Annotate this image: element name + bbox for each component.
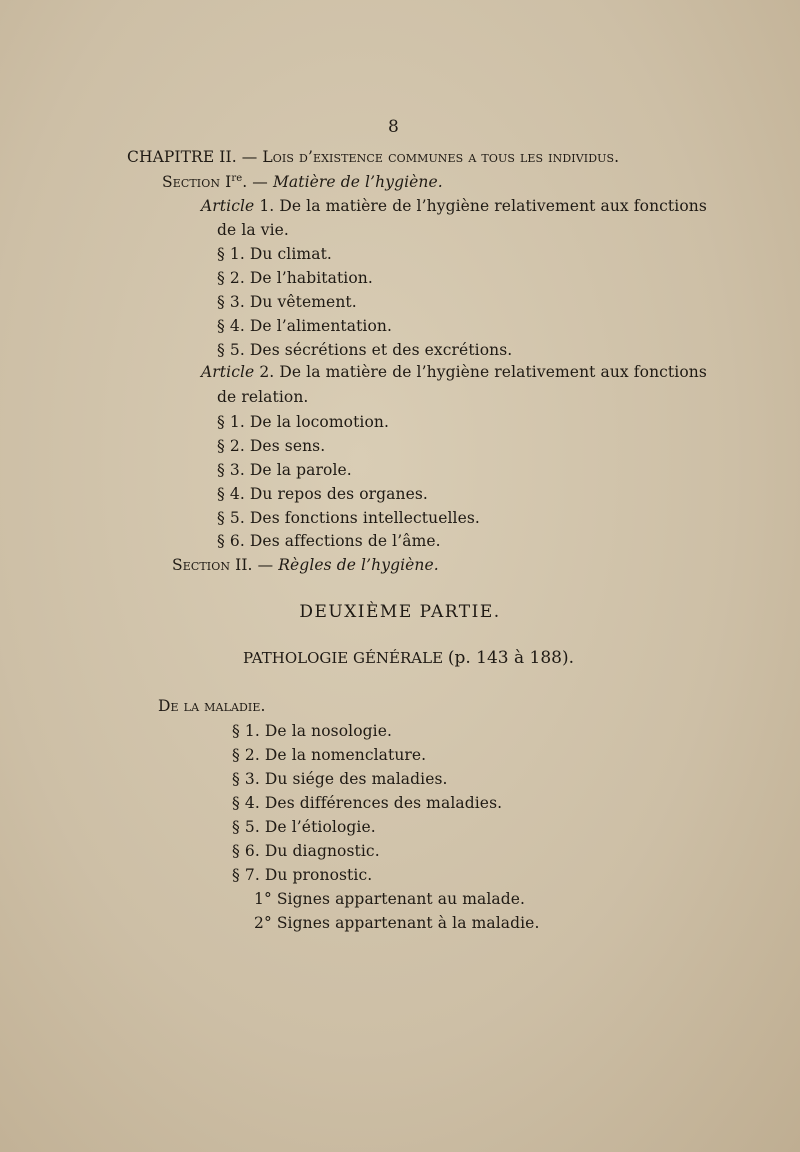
chapter-title: — Lois d’existence communes a tous les individus. [241, 148, 620, 166]
article-1-item: § 5. Des sécrétions et des excrétions. [217, 341, 513, 359]
part-pages: (p. 143 à 188). [447, 648, 575, 668]
article-2-label: Article [201, 363, 255, 381]
part-title: DEUXIÈME PARTIE. [299, 602, 501, 622]
chapter-heading [127, 148, 619, 166]
section-2-label: Section II. — [172, 556, 274, 574]
article-2-item: § 6. Des affections de l’âme. [217, 532, 441, 550]
sign-item: 2° Signes appartenant à la maladie. [254, 914, 540, 932]
article-1-item: § 4. De l’alimentation. [217, 317, 393, 335]
article-1-line [201, 197, 707, 215]
article-1-item: § 3. Du vêtement. [217, 293, 357, 311]
chapter-label: CHAPITRE II. [127, 148, 237, 166]
section-1-dash: . — [242, 173, 268, 192]
sign-item: 1° Signes appartenant au malade. [254, 890, 526, 908]
part-subtitle-text: PATHOLOGIE GÉNÉRALE [243, 649, 444, 667]
maladie-item: § 4. Des différences des maladies. [232, 794, 503, 812]
article-2-text: 2. De la matière de l’hygiène relativement aux fonctions [259, 363, 707, 381]
article-2-cont: de relation. [217, 388, 309, 406]
article-1-label: Article [201, 197, 255, 215]
maladie-heading: De la maladie. [158, 697, 266, 715]
article-2-item: § 5. Des fonctions intellectuelles. [217, 509, 480, 527]
section-1-sup: re [231, 173, 243, 184]
maladie-item: § 5. De l’étiologie. [232, 818, 376, 836]
maladie-item: § 6. Du diagnostic. [232, 842, 380, 860]
section-2-title: Règles de l’hygiène. [278, 556, 439, 574]
article-2-item: § 4. Du repos des organes. [217, 485, 428, 503]
article-2-line [201, 363, 707, 381]
page-number: 8 [388, 117, 399, 137]
maladie-item: § 3. Du siége des maladies. [232, 770, 448, 788]
article-1-item: § 1. Du climat. [217, 245, 332, 263]
maladie-item: § 2. De la nomenclature. [232, 746, 427, 764]
article-1-item: § 2. De l’habitation. [217, 269, 373, 287]
article-1-cont: de la vie. [217, 221, 289, 239]
article-1-text: 1. De la matière de l’hygiène relativement aux fonctions [259, 197, 707, 215]
article-2-item: § 1. De la locomotion. [217, 413, 390, 431]
section-2-heading [172, 556, 439, 574]
maladie-item: § 7. Du pronostic. [232, 866, 373, 884]
part-subtitle [243, 648, 574, 668]
article-2-item: § 2. Des sens. [217, 437, 326, 455]
maladie-item: § 1. De la nosologie. [232, 722, 393, 740]
article-2-item: § 3. De la parole. [217, 461, 352, 479]
section-1-label: Section I [162, 173, 232, 192]
section-1-title: Matière de l’hygiène. [272, 173, 443, 192]
section-1-heading [162, 173, 443, 191]
